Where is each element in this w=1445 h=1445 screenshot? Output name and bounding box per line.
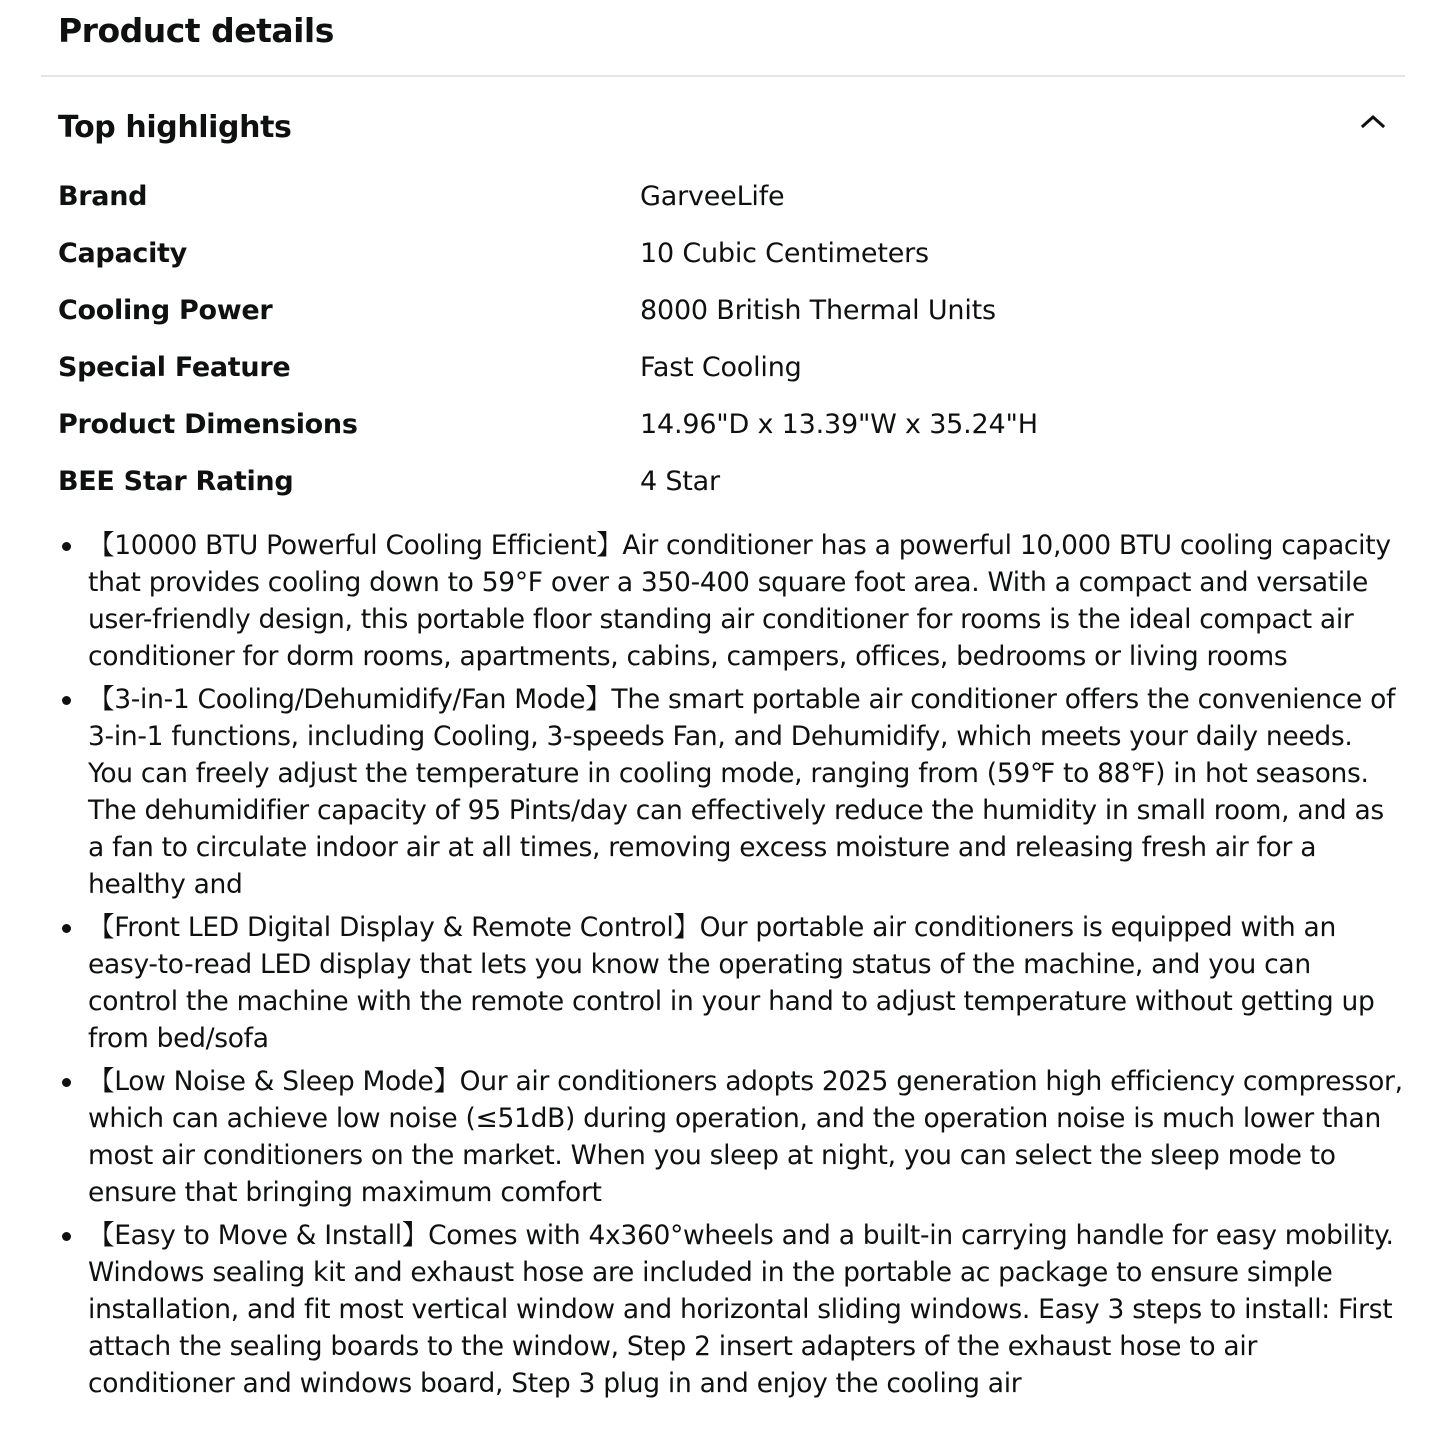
section-title: Top highlights xyxy=(58,109,292,145)
spec-label: Capacity xyxy=(58,238,187,269)
spec-label: Brand xyxy=(58,181,148,212)
top-highlights-toggle[interactable] xyxy=(58,102,1388,152)
spec-row-cooling-power xyxy=(58,282,1388,339)
spec-value: 10 Cubic Centimeters xyxy=(640,238,929,269)
bullet-dot-icon xyxy=(62,542,71,551)
feature-bullet-text: 【Easy to Move & Install】Comes with 4x360°wheels and a built-in carrying handle for easy mobility. Windows sealing kit and exhaust hose are included in the portable ac package to ensure simple installation, and fit most vertical window and horizontal sliding windows. Easy 3 steps to install: First attach the sealing boards to the window, Step 2 insert adapters of the exhaust hose to air conditioner and windows board, Step 3 plug in and enjoy the cooling air xyxy=(88,1220,1394,1399)
feature-bullet-list xyxy=(40,527,1405,1408)
bullet-dot-icon xyxy=(62,1078,71,1087)
spec-value: 8000 British Thermal Units xyxy=(640,295,996,326)
spec-value: Fast Cooling xyxy=(640,352,802,383)
feature-bullet xyxy=(40,1063,1405,1211)
bullet-dot-icon xyxy=(62,924,71,933)
spec-row-bee-star-rating xyxy=(58,453,1388,510)
feature-bullet xyxy=(40,681,1405,903)
chevron-up-icon[interactable] xyxy=(1358,109,1388,133)
spec-row-product-dimensions xyxy=(58,396,1388,453)
spec-label: BEE Star Rating xyxy=(58,466,294,497)
spec-row-brand xyxy=(58,168,1388,225)
spec-row-capacity xyxy=(58,225,1388,282)
feature-bullet xyxy=(40,1217,1405,1402)
feature-bullet xyxy=(40,909,1405,1057)
spec-label: Cooling Power xyxy=(58,295,273,326)
feature-bullet-text: 【10000 BTU Powerful Cooling Efficient】Air conditioner has a powerful 10,000 BTU cooling capacity that provides cooling down to 59°F over a 350-400 square foot area. With a compact and versatile user-friendly design, this portable floor standing air conditioner for rooms is the ideal compact air conditioner for dorm rooms, apartments, cabins, campers, offices, bedrooms or living rooms xyxy=(88,530,1391,672)
spec-label: Product Dimensions xyxy=(58,409,358,440)
spec-value: GarveeLife xyxy=(640,181,785,212)
page-title: Product details xyxy=(58,11,334,50)
specs-table xyxy=(58,168,1388,510)
feature-bullet-text: 【3-in-1 Cooling/Dehumidify/Fan Mode】The smart portable air conditioner offers the convenience of 3-in-1 functions, including Cooling, 3-speeds Fan, and Dehumidify, which meets your daily needs. You can freely adjust the temperature in cooling mode, ranging from (59℉ to 88℉) in hot seasons. The dehumidifier capacity of 95 Pints/day can effectively reduce the humidity in small room, and as a fan to circulate indoor air at all times, removing excess moisture and releasing fresh air for a healthy and xyxy=(88,684,1396,900)
bullet-dot-icon xyxy=(62,696,71,705)
spec-value: 14.96"D x 13.39"W x 35.24"H xyxy=(640,409,1038,440)
spec-label: Special Feature xyxy=(58,352,291,383)
spec-value: 4 Star xyxy=(640,466,720,497)
bullet-dot-icon xyxy=(62,1232,71,1241)
spec-row-special-feature xyxy=(58,339,1388,396)
feature-bullet xyxy=(40,527,1405,675)
section-divider xyxy=(41,75,1405,77)
feature-bullet-text: 【Low Noise & Sleep Mode】Our air conditioners adopts 2025 generation high efficiency compressor, which can achieve low noise (≤51dB) during operation, and the operation noise is much lower than most air conditioners on the market. When you sleep at night, you can select the sleep mode to ensure that bringing maximum comfort xyxy=(88,1066,1403,1208)
feature-bullet-text: 【Front LED Digital Display & Remote Control】Our portable air conditioners is equipped with an easy-to-read LED display that lets you know the operating status of the machine, and you can control the machine with the remote control in your hand to adjust temperature without getting up from bed/sofa xyxy=(88,912,1375,1054)
